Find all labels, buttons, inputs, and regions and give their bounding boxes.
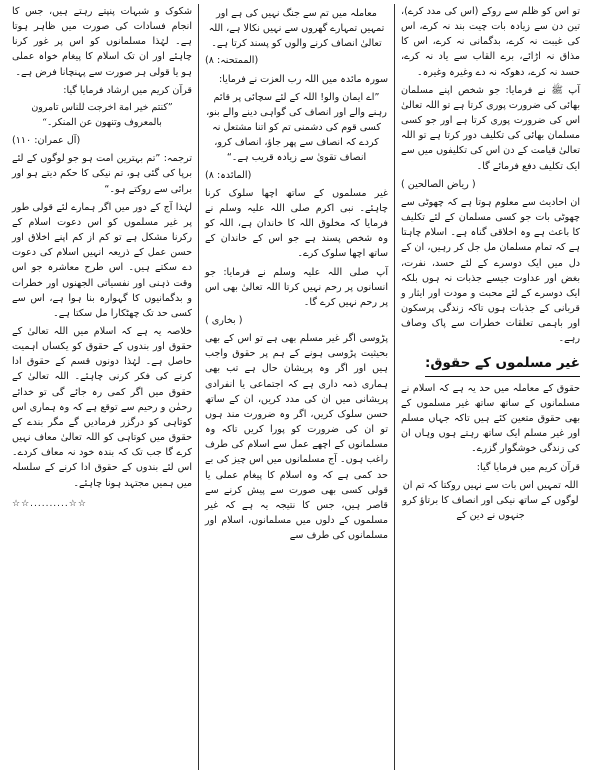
left-column [8, 4, 198, 770]
paragraph: سورہ مائدہ میں اللہ رب العزت نے فرمایا: [219, 73, 388, 85]
paragraph: خلاصہ یہ ہے کہ اسلام میں اللہ تعالیٰ کے حقوق اور بندوں کے حقوق کو یکساں اہمیت حاصل ہے۔ لہٰذا دونوں قسم کے حقوق ادا کرنے کی فکر کرنی چاہئے۔ اللہ تعالیٰ کے حقوق میں اگر کمی رہ جائے گی تو خدائے رحمٰن و رحیم سے توقع ہے کہ وہ ہماری اس کوتاہی کو درگزر فرمادیں گے مگر بندے کے حقوق میں کوتاہی کو اللہ تعالیٰ معاف نہیں کرے گا جب تک کہ بندہ خود نہ معاف کردے۔ اس لئے بندوں کے حقوق ادا کرنے کے سلسلہ میں ہمیں مجتہد ہونا چاہئے۔ [12, 325, 192, 489]
paragraph: پڑوسی اگر غیر مسلم بھی ہے تو اس کے بھی بحیثیت پڑوسی ہونے کے ہم پر حقوق واجب ہیں اور اگر وہ پریشان حال ہے تب بھی ہماری ذمہ داری ہے کہ اجتماعی یا انفرادی پریشانی میں ان کی مدد کریں، ان کے ساتھ حسن سلوک کریں، اگر وہ ضرورت مند ہوں تو ان کی ضرورت کو پورا کریں تاکہ وہ مسلمانوں کے اچھے عمل سے اسلام کی طرف راغب ہوں۔ آج مسلمانوں میں اس چیز کی بے حد کمی ہے کہ وہ اسلام کا پیغام عملی یا قولی کسی بھی صورت سے پیش کرنے سے قاصر ہیں، جس کا نتیجہ یہ ہے کہ غیر مسلموں کے دلوں میں مسلمانوں، اسلام اور مسلمانوں کی طرف سے [205, 333, 388, 542]
quran-translation: ”اے ایمان والو! اللہ کے لئے سچائی پر قائم رہنے والے اور انصاف کی گواہی دینے والے بنو، کسی قوم کی دشمنی تم کو اتنا مشتعل نہ کردے کہ انصاف سے پھر جاؤ، انصاف کرو، انصاف تقویٰ سے زیادہ قریب ہے۔“ [206, 91, 387, 164]
paragraph: آپ صلی اللہ علیہ وسلم نے فرمایا: جو انسانوں پر رحم نہیں کرتا اللہ تعالیٰ بھی اس پر رحم نہیں کرے گا۔ [205, 266, 388, 308]
translation: ترجمہ: ”تم بہترین امت ہو جو لوگوں کے لئے برپا کی گئی ہو، تم نیکی کا حکم دیتے ہو اور برائی سے روکتے ہو۔“ [12, 153, 192, 195]
paragraph: شکوک و شبہات پنپتے رہتے ہیں، جس کا انجام فسادات کی صورت میں ظاہر ہوتا ہے۔ لہٰذا مسلمانوں کو اس پر غور کرنا چاہئے اور ان تک اسلام کا پیغام خواہ عملی ہو یا قولی ہر صورت سے پہنچانا فرض ہے۔ [12, 6, 192, 78]
right-column [394, 4, 584, 770]
paragraph: قرآن کریم میں فرمایا گیا: [476, 461, 580, 473]
reference: ( ریاض الصالحین ) [401, 178, 476, 190]
reference: (المائدہ: ۸) [205, 169, 252, 181]
paragraph: حقوق کے معاملہ میں حد یہ ہے کہ اسلام نے مسلمانوں کے ساتھ ساتھ غیر مسلموں کے بھی حقوق متعین کئے ہیں تاکہ جہاں مسلم اور غیر مسلم ایک ساتھ رہتے ہوں وہاں ان کی زندگی خوشگوار گزرے۔ [401, 382, 580, 455]
paragraph: لہٰذا آج کے دور میں اگر ہمارے لئے قولی طور پر غیر مسلموں کو اس دعوت اسلام کے رکرنا مشکل ہے تو کم از کم اپنے اخلاق اور حسن عمل کے ذریعہ انہیں اسلام کی دعوت دے سکتے ہیں۔ اس طرح معاشرہ جو اس وقت ذہنی اور نفسیاتی الجھنوں اور خطرات و بدگمانیوں کا گہوارہ بنا ہوا ہے، اس سے کسی حد تک چھٹکارا مل سکتا ہے۔ [12, 201, 192, 319]
quran-translation: اللہ تمہیں اس بات سے نہیں روکتا کہ تم ان لوگوں کے ساتھ نیکی اور انصاف کا برتاؤ کرو جنہوں نے دین کے [402, 479, 579, 522]
paragraph: ان احادیث سے معلوم ہوتا ہے کہ چھوٹی سے چھوٹی بات جو کسی مسلمان کے لئے تکلیف کا باعث ہے وہ اخلاقی گناہ ہے۔ اسلام چاہتا ہے کہ تمام مسلمان مل جل کر رہیں، ان کے دل میں ایک دوسرے کے لئے حسد، نفرت، بغض اور عداوت جیسے جذبات نہ ہوں بلکہ ایک دوسرے کے لئے محبت و مودت اور ایثار و قربانی کے جذبات ہوں تاکہ زندگی پرسکون اور باہمی تعلقات خطرات سے پاک وصاف رہے۔ [401, 196, 580, 345]
arabic-verse: ”کنتم خیر امة اخرجت للناس تامرون بالمعروف وتنهون عن المنکر۔“ [31, 101, 173, 128]
reference: (الممتحنہ: ۸) [205, 55, 259, 67]
paragraph: تو اس کو ظلم سے روکے (اس کی مدد کرے)، تین دن سے زیادہ بات چیت بند نہ کرے، اس کی غیبت نہ کرے، بدگمانی نہ کرے، اس کا مذاق نہ اڑائے، برے القاب سے یاد نہ کرے، حسد نہ کرے، دھوکہ نہ دے وغیرہ وغیرہ۔ [401, 6, 580, 78]
paragraph: غیر مسلموں کے ساتھ اچھا سلوک کرنا چاہئے۔ نبی اکرم صلی اللہ علیہ وسلم نے فرمایا کہ مخلوق اللہ کا خاندان ہے، اللہ کو وہ شخص پسند ہے جو اس کے خاندان کے ساتھ اچھا سلوک کرے۔ [205, 187, 388, 260]
paragraph: آپ ﷺ نے فرمایا: جو شخص اپنے مسلمان بھائی کی ضرورت پوری کرتا ہے تو اللہ تعالیٰ اس کی ضرورت پوری کرتا ہے اور جو کسی مسلمان بھائی کی تکلیف دور کرتا ہے تو اللہ تعالیٰ قیامت کے دن اس کی تکلیفوں میں سے ایک تکلیف دفع فرمائے گا۔ [401, 84, 580, 172]
section-heading: غیر مسلموں کے حقوق: [425, 353, 580, 376]
quran-translation: معاملہ میں تم سے جنگ نہیں کی ہے اور تمہیں تمہارے گھروں سے نہیں نکالا ہے، اللہ تعالیٰ انصاف کرنے والوں کو پسند کرتا ہے۔ [208, 8, 385, 50]
reference: (آل عمران: ۱۱۰) [12, 135, 81, 147]
reference: ( بخاری ) [205, 314, 243, 326]
end-stars: ☆☆..........☆☆ [12, 498, 87, 509]
paragraph: قرآن کریم میں ارشاد فرمایا گیا: [63, 84, 192, 96]
middle-column [198, 4, 394, 770]
